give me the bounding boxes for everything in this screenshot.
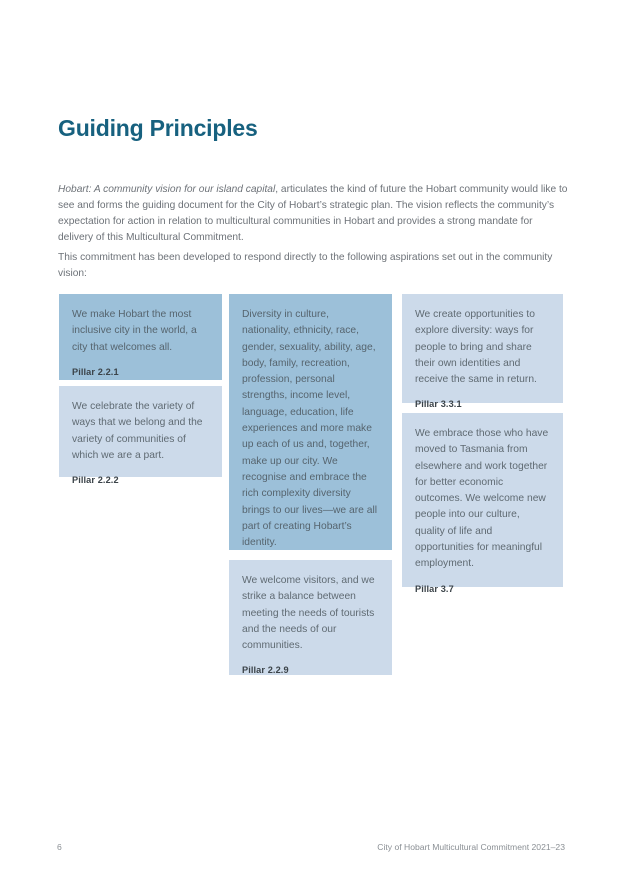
- aspiration-text: We celebrate the variety of ways that we belong and the variety of communities of which we are a part.: [72, 401, 203, 461]
- aspiration-box-pillar-2-2-1: [59, 294, 222, 380]
- aspiration-box-pillar-2-2-3: [229, 294, 392, 550]
- aspiration-box-pillar-3-3-1: [402, 294, 563, 410]
- pillar-label: Pillar 2.2.2: [72, 475, 119, 486]
- pillar-label: Pillar 3.7: [415, 583, 454, 594]
- pillar-label: Pillar 2.2.9: [242, 665, 289, 676]
- intro-paragraph-1-rest: , articulates the kind of future the Hobart community would like to see and forms the guiding document for the City of Hobart’s strategic plan. The vision reflects the community’s expectation for action in relation to multicultural communities in Hobart and provides a strong mandate for delivery of this Multicultural Commitment.: [58, 184, 568, 244]
- aspiration-box-pillar-3-7: [402, 413, 563, 594]
- aspiration-text: We embrace those who have moved to Tasmania from elsewhere and work together for better economic outcomes. We welcome new people into our culture, quality of life and opportunities for meaningful employment.: [415, 428, 549, 570]
- aspiration-text: Diversity in culture, nationality, ethnicity, race, gender, sexuality, ability, age, body, family, recreation, profession, personal strengths, income level, language, education, life experiences and more make up each of us and, together, make up our city. We recognise and embrace the rich complexity diversity brings to our lives—we are all part of creating Hobart’s identity.: [242, 309, 378, 549]
- aspiration-text: We create opportunities to explore diversity: ways for people to bring and share their own identities and receive the same in return.: [415, 309, 537, 386]
- footer-page-number: 6: [57, 842, 62, 852]
- footer-document-title: City of Hobart Multicultural Commitment 2021–23: [377, 842, 565, 852]
- aspiration-text: We make Hobart the most inclusive city in the world, a city that welcomes all.: [72, 309, 197, 353]
- intro-paragraph-2: This commitment has been developed to respond directly to the following aspirations set out in the community vision:: [58, 252, 553, 280]
- aspiration-box-pillar-2-2-9: [229, 560, 392, 675]
- aspiration-text: We welcome visitors, and we strike a balance between meeting the needs of tourists and the needs of our communities.: [242, 575, 375, 652]
- intro-emphasis-vision-title: Hobart: A community vision for our island capital: [58, 184, 276, 196]
- page-title: Guiding Principles: [58, 115, 258, 142]
- pillar-label: Pillar 2.2.1: [72, 366, 119, 377]
- pillar-label: Pillar 3.3.1: [415, 399, 462, 410]
- aspiration-box-pillar-2-2-2: [59, 386, 222, 486]
- intro-paragraph-1: [58, 182, 570, 246]
